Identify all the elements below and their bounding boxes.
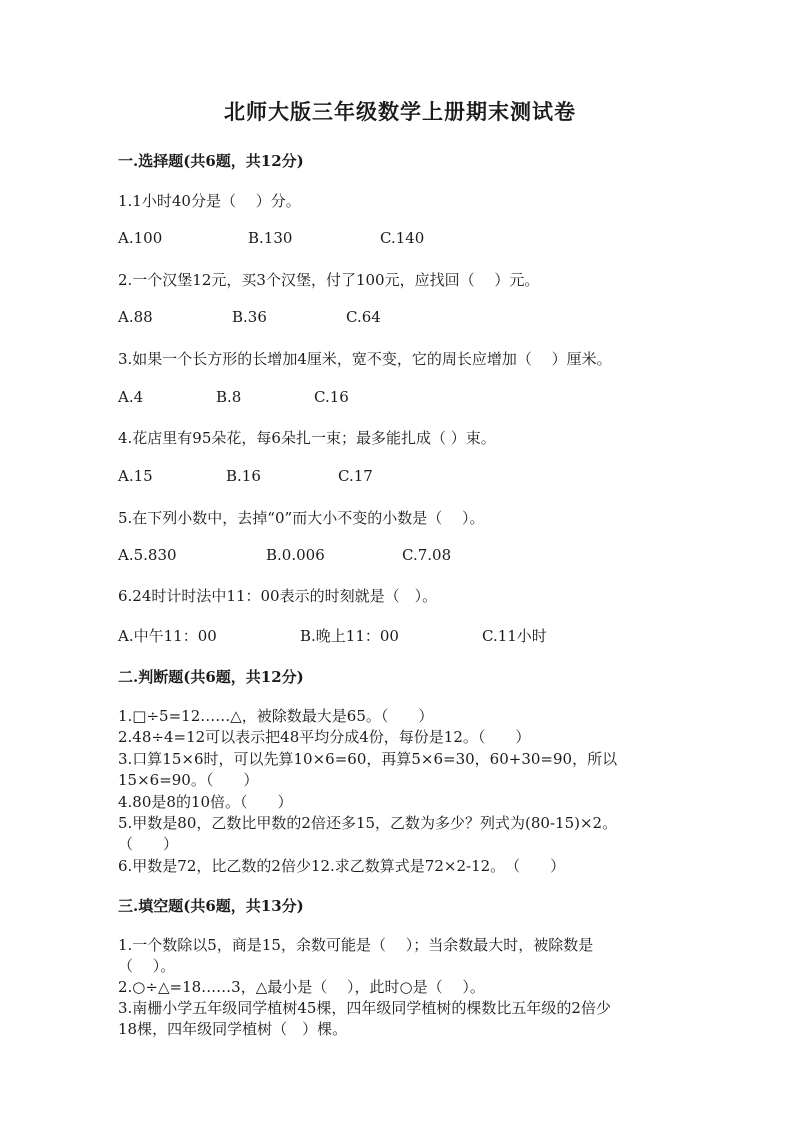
judge-line-3-cont: 15×6=90。（ ）	[118, 771, 259, 789]
option-b: B.0.006	[266, 546, 325, 564]
judge-line-1: 1.□÷5=12……△，被除数最大是65。（ ）	[118, 707, 434, 725]
option-c: C.11小时	[482, 627, 547, 645]
section-3-heading: 三.填空题(共6题，共13分)	[118, 897, 304, 915]
question-1-5: 5.在下列小数中，去掉“0”而大小不变的小数是（ ）。	[118, 509, 485, 527]
judge-line-4: 4.80是8的10倍。（ ）	[118, 793, 293, 811]
question-1-3: 3.如果一个长方形的长增加4厘米，宽不变，它的周长应增加（ ）厘米。	[118, 350, 612, 368]
fill-line-3-cont: 18棵，四年级同学植树（ ）棵。	[118, 1020, 348, 1038]
option-c: C.64	[346, 308, 381, 326]
question-1-2: 2.一个汉堡12元，买3个汉堡，付了100元，应找回（ ）元。	[118, 271, 540, 289]
judge-line-5-cont: （ ）	[118, 835, 179, 853]
question-1-1-options	[118, 229, 718, 249]
option-a: A.88	[118, 308, 153, 326]
question-1-1: 1.1小时40分是（ ）分。	[118, 192, 301, 210]
option-c: C.7.08	[402, 546, 452, 564]
section-1-heading: 一.选择题(共6题，共12分)	[118, 152, 304, 170]
judge-line-3: 3.口算15×6时，可以先算10×6=60，再算5×6=30，60+30=90，所以	[118, 750, 618, 768]
fill-line-3: 3.南栅小学五年级同学植树45棵，四年级同学植树的棵数比五年级的2倍少	[118, 999, 611, 1017]
option-b: B.8	[216, 388, 242, 406]
option-b: B.16	[226, 467, 261, 485]
option-b: B.36	[232, 308, 267, 326]
fill-line-1-cont: （ ）。	[118, 957, 176, 975]
option-a: A.5.830	[118, 546, 177, 564]
judge-line-6: 6.甲数是72，比乙数的2倍少12.求乙数算式是72×2-12。 （ ）	[118, 857, 566, 875]
option-c: C.16	[314, 388, 349, 406]
section-2-heading: 二.判断题(共6题，共12分)	[118, 668, 304, 686]
question-1-4: 4.花店里有95朵花，每6朵扎一束；最多能扎成（ ）束。	[118, 429, 496, 447]
option-a: A.中午11：00	[118, 627, 217, 645]
question-1-3-options	[118, 388, 718, 408]
option-a: A.100	[118, 229, 163, 247]
option-a: A.15	[118, 467, 153, 485]
question-1-2-options	[118, 308, 718, 328]
fill-line-1: 1.一个数除以5，商是15，余数可能是（ ）；当余数最大时，被除数是	[118, 936, 594, 954]
option-b: B.130	[248, 229, 293, 247]
judge-line-5: 5.甲数是80，乙数比甲数的2倍还多15，乙数为多少？列式为(80-15)×2。	[118, 814, 618, 832]
question-1-6-options	[118, 625, 718, 645]
judge-line-2: 2.48÷4=12可以表示把48平均分成4份，每份是12。（ ）	[118, 728, 531, 746]
question-1-4-options	[118, 467, 718, 487]
page-title: 北师大版三年级数学上册期末测试卷	[224, 99, 576, 124]
option-a: A.4	[118, 388, 144, 406]
option-b: B.晚上11：00	[300, 627, 399, 645]
question-1-5-options	[118, 546, 718, 566]
question-1-6: 6.24时计时法中11：00表示的时刻就是（ ）。	[118, 587, 438, 605]
option-c: C.140	[380, 229, 425, 247]
option-c: C.17	[338, 467, 373, 485]
fill-line-2: 2.○÷△=18……3，△最小是（ ），此时○是（ ）。	[118, 978, 485, 996]
